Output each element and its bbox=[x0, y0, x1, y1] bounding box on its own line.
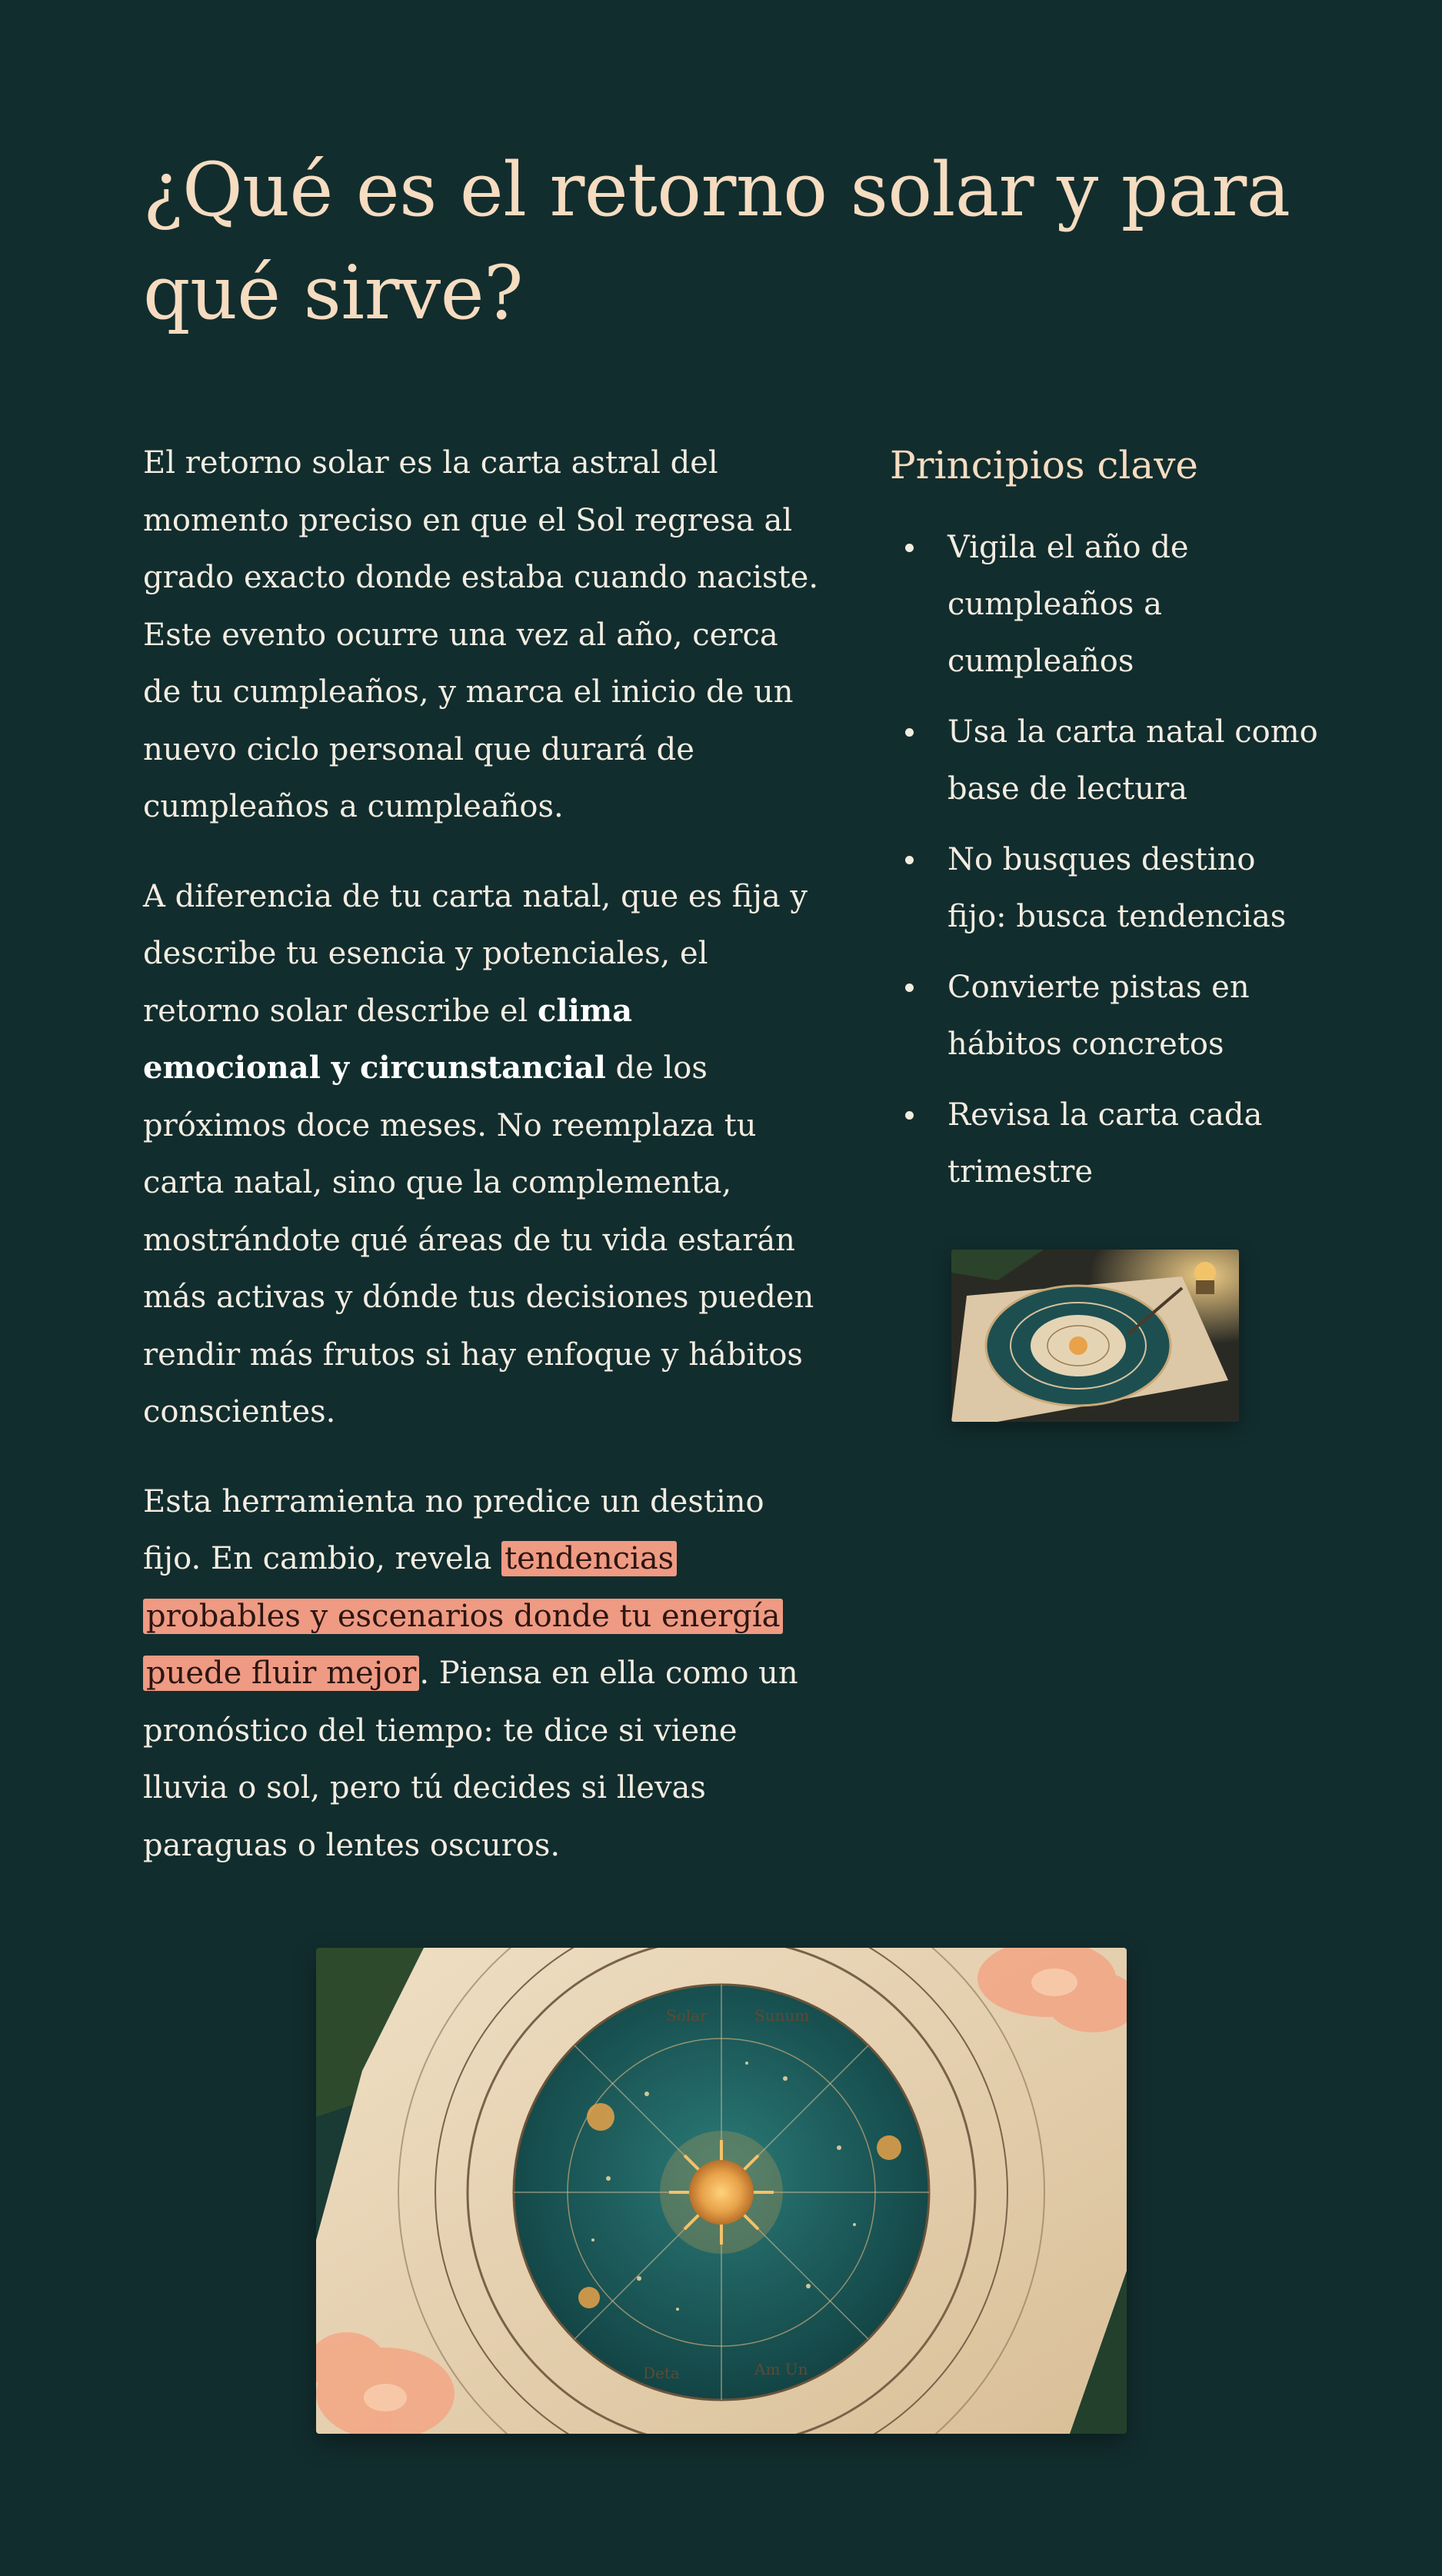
paragraph-comparison-text-end: de los próximos doce meses. No reemplaza tu carta natal, sino que la complementa, mostrándote qué áreas de tu vida estarán más activas y dónde tus decisiones pueden rendir más frutos si hay enfoque y hábitos conscientes. bbox=[143, 1050, 814, 1429]
paragraph-forecast-text-end: . Piensa en ella como un pronóstico del tiempo: te dice si viene lluvia o sol, pero tú decides si llevas paraguas o lentes oscuros. bbox=[143, 1656, 798, 1863]
astrology-chart-desk-image bbox=[951, 1250, 1239, 1422]
key-principles-sidebar bbox=[890, 434, 1320, 1214]
paragraph-forecast bbox=[143, 1473, 820, 1875]
principles-list bbox=[890, 519, 1320, 1200]
principle-item: Revisa la carta cada trimestre bbox=[890, 1087, 1320, 1200]
zodiac-wheel-image bbox=[316, 1948, 1127, 2434]
principle-item: No busques destino fijo: busca tendencias bbox=[890, 831, 1320, 945]
paragraph-intro: El retorno solar es la carta astral del momento preciso en que el Sol regresa al grado exacto donde estaba cuando naciste. Este evento ocurre una vez al año, cerca de tu cumpleaños, y marca el inicio de un nuevo ciclo personal que durará de cumpleaños a cumpleaños. bbox=[143, 445, 819, 824]
principle-item: Usa la carta natal como base de lectura bbox=[890, 704, 1320, 817]
sidebar-title: Principios clave bbox=[890, 443, 1199, 488]
page-title: ¿Qué es el retorno solar y para qué sirve? bbox=[143, 147, 1290, 336]
wheel-label: Sunum bbox=[754, 2006, 810, 2025]
article-body bbox=[143, 434, 820, 1906]
paragraph-comparison bbox=[143, 868, 820, 1441]
wheel-label: Am Un bbox=[754, 2360, 808, 2378]
paragraph-forecast-text: Esta herramienta no predice un destino fijo. En cambio, revela bbox=[143, 1483, 764, 1576]
emphasis-clima: clima emocional y circunstancial bbox=[143, 992, 633, 1086]
wheel-label: Solar bbox=[666, 2006, 708, 2025]
highlighted-text: tendencias probables y escenarios donde tu energía puede fluir mejor bbox=[143, 1541, 783, 1691]
principle-item: Vigila el año de cumpleaños a cumpleaños bbox=[890, 519, 1320, 690]
paragraph-comparison-text: A diferencia de tu carta natal, que es fija y describe tu esencia y potenciales, el retorno solar describe el bbox=[143, 878, 808, 1029]
wheel-label: Deta bbox=[643, 2364, 680, 2382]
principle-item: Convierte pistas en hábitos concretos bbox=[890, 959, 1320, 1073]
